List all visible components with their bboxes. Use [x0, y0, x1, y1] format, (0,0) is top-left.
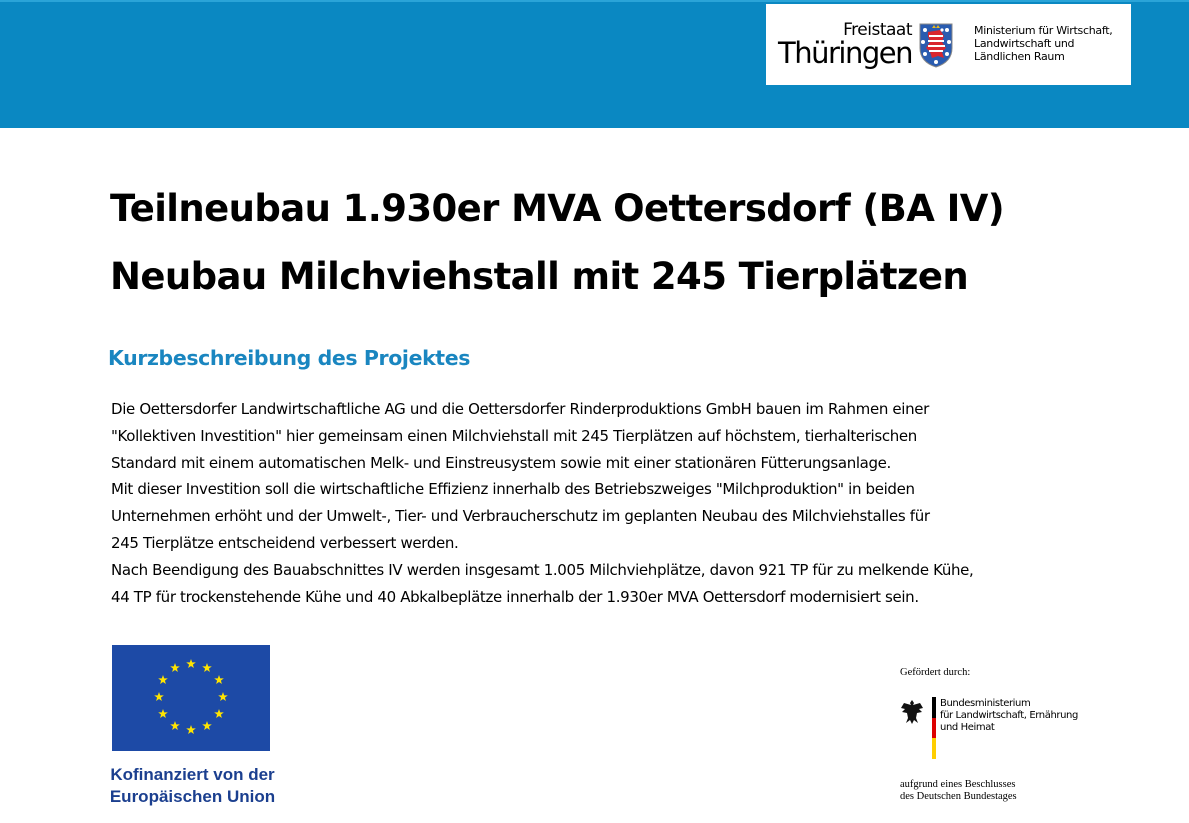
eu-cofunding-caption — [95, 764, 290, 808]
ministry-line: Landwirtschaft und — [974, 37, 1075, 50]
description-line: Standard mit einem automatischen Melk- und Einstreusystem sowie mit einer stationären Fütterungsanlage. — [111, 453, 891, 472]
section-heading: Kurzbeschreibung des Projektes — [108, 346, 471, 370]
description-line: 44 TP für trockenstehende Kühe und 40 Abkalbeplätze innerhalb der 1.930er MVA Oettersdorf modernisiert sein. — [111, 587, 919, 606]
ministry-name — [974, 24, 1134, 63]
description-line: 245 Tierplätze entscheidend verbessert werden. — [111, 533, 459, 552]
resolution-line: des Deutschen Bundestages — [900, 791, 1017, 802]
thuringia-coat-of-arms-icon — [918, 22, 954, 68]
description-line: Die Oettersdorfer Landwirtschaftliche AG und die Oettersdorfer Rinderproduktions GmbH bauen im Rahmen einer — [111, 400, 929, 418]
eu-flag-icon — [112, 645, 270, 751]
eu-caption-line: Kofinanziert von der — [110, 765, 275, 784]
header-band — [0, 0, 1189, 128]
description-line: Nach Beendigung des Bauabschnittes IV werden insgesamt 1.005 Milchviehplätze, davon 921 TP für zu melkende Kühe, — [111, 560, 974, 579]
thueringen-logo — [766, 4, 1131, 85]
bundestag-resolution-note — [900, 779, 1017, 803]
ministry-line: Ministerium für Wirtschaft, — [974, 24, 1113, 37]
bmel-line: und Heimat — [940, 722, 995, 733]
federal-eagle-icon — [900, 699, 924, 725]
page-title-line-1: Teilneubau 1.930er MVA Oettersdorf (BA IV) — [110, 187, 1005, 230]
resolution-line: aufgrund eines Beschlusses — [900, 779, 1016, 790]
bmel-line: für Landwirtschaft, Ernährung — [940, 710, 1078, 721]
freistaat-label: Freistaat — [843, 20, 912, 40]
bmel-logo — [900, 697, 1100, 767]
page-title-line-2: Neubau Milchviehstall mit 245 Tierplätzen — [110, 255, 969, 298]
eu-caption-line: Europäischen Union — [109, 787, 276, 806]
project-description — [111, 396, 1101, 610]
bmel-name — [940, 698, 1078, 734]
bmel-line: Bundesministerium — [940, 698, 1031, 709]
ministry-line: Ländlichen Raum — [974, 50, 1065, 63]
federal-funding-block — [900, 667, 1078, 802]
funded-by-label: Gefördert durch: — [900, 667, 971, 678]
description-line: Mit dieser Investition soll die wirtschaftliche Effizienz innerhalb des Betriebszweiges "Milchproduktion" in beiden — [111, 480, 915, 499]
description-line: Unternehmen erhöht und der Umwelt-, Tier- und Verbraucherschutz im geplanten Neubau des Milchviehstalles für — [111, 507, 930, 526]
thueringen-label: Thüringen — [778, 36, 912, 70]
description-line: "Kollektiven Investition" hier gemeinsam einen Milchviehstall mit 245 Tierplätzen auf höchstem, tierhalterischen — [111, 426, 917, 445]
german-flag-bar — [932, 697, 936, 759]
